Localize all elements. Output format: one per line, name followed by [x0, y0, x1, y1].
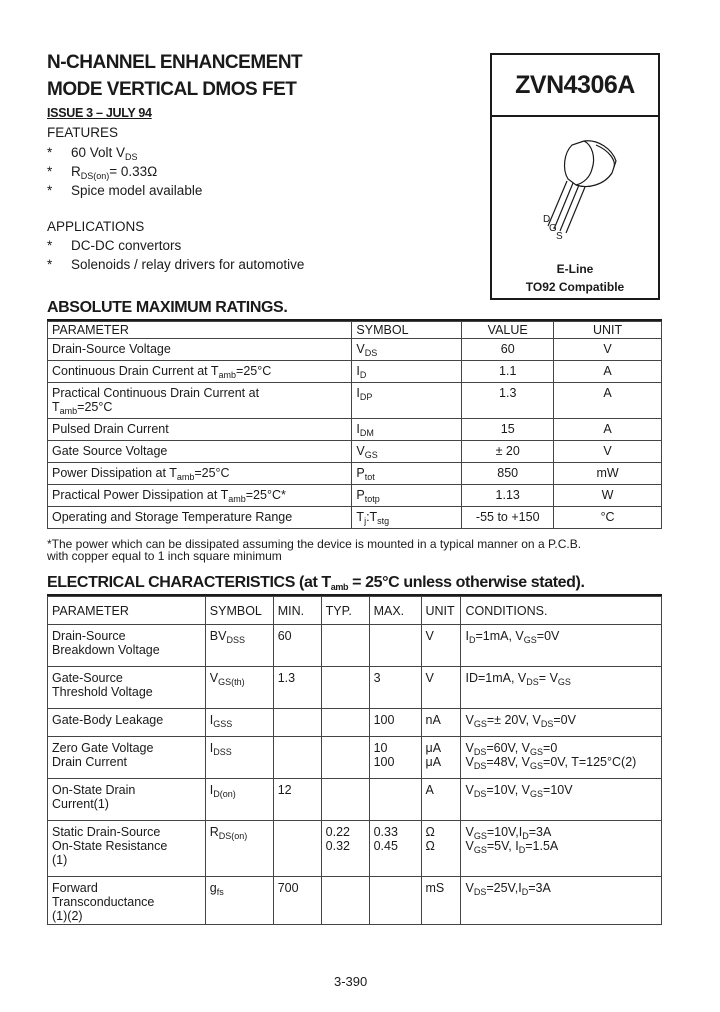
ec-symbol: [205, 821, 273, 877]
ec-cond-text: =10V, V: [486, 783, 531, 797]
ec-cond-text: =1.5A: [525, 839, 559, 853]
ec-max-value: 0.45: [373, 839, 398, 853]
amr-symbol-sub: tot: [364, 472, 375, 482]
ec-conditions: [461, 667, 662, 709]
amr-row: [48, 383, 662, 419]
applications-heading: APPLICATIONS: [47, 219, 145, 234]
amr-symbol-main: I: [356, 364, 360, 378]
application-bullet: *: [47, 238, 53, 253]
amr-parameter: [48, 419, 352, 441]
ec-max-value: 3: [373, 671, 381, 685]
ec-max: [369, 877, 421, 925]
amr-param-text: Practical Power Dissipation at T: [52, 488, 229, 502]
ec-row: [48, 667, 662, 709]
ec-typ-value: 0.32: [325, 839, 350, 853]
amr-unit: W: [554, 485, 662, 507]
absolute-max-ratings-table: [47, 321, 662, 529]
amr-footnote-line-2: with copper equal to 1 inch square minimum: [47, 549, 282, 563]
ec-min: [273, 821, 321, 877]
ec-symbol-main: BV: [209, 629, 227, 643]
application-text: DC-DC convertors: [71, 238, 182, 253]
amr-row: [48, 361, 662, 383]
ec-conditions: [461, 821, 662, 877]
ec-unit: [421, 709, 461, 737]
ec-typ: [321, 667, 369, 709]
amr-parameter: [48, 339, 352, 361]
ec-typ: [321, 877, 369, 925]
ec-cond-sub: GS: [523, 635, 537, 645]
ec-symbol-sub: GS(th): [218, 677, 245, 687]
amr-symbol-sub: DM: [359, 428, 374, 438]
ec-typ: [321, 625, 369, 667]
ec-symbol-sub: DS(on): [218, 831, 248, 841]
ec-row: [48, 625, 662, 667]
ec-header-cell: MIN.: [273, 597, 321, 625]
ec-param-line: Drain Current: [52, 755, 128, 769]
ec-cond-text: V: [465, 825, 474, 839]
ec-symbol: [205, 877, 273, 925]
ec-symbol: [205, 737, 273, 779]
amr-value: 850: [462, 463, 554, 485]
application-item: [47, 236, 304, 255]
package-compat: TO92 Compatible: [525, 280, 625, 294]
ec-parameter: [48, 821, 206, 877]
amr-unit: A: [554, 361, 662, 383]
ec-header-cell: TYP.: [321, 597, 369, 625]
ec-cond-text: =5V, I: [486, 839, 519, 853]
part-number-box: [490, 53, 660, 117]
ec-param-line: Breakdown Voltage: [52, 643, 160, 657]
amr-value: 1.3: [462, 383, 554, 419]
ec-param-line: Drain-Source: [52, 629, 126, 643]
amr-parameter: [48, 485, 352, 507]
feature-sub: DS(on): [80, 171, 110, 181]
ec-conditions: [461, 709, 662, 737]
ec-cond-text: =3A: [528, 825, 552, 839]
amr-header-cell: UNIT: [554, 322, 662, 339]
amr-param-sub: amb: [176, 472, 195, 482]
ec-row: [48, 709, 662, 737]
features-heading: FEATURES: [47, 125, 119, 140]
amr-symbol-main: P: [356, 466, 365, 480]
amr-symbol: [352, 463, 462, 485]
amr-unit: °C: [554, 507, 662, 529]
ec-parameter: [48, 737, 206, 779]
ec-cond-text: = V: [538, 671, 558, 685]
amr-parameter: [48, 383, 352, 419]
ec-unit-value: V: [425, 671, 434, 685]
amr-param-tail-2: =25°C: [77, 400, 113, 414]
ec-symbol-main: R: [209, 825, 219, 839]
amr-unit: mW: [554, 463, 662, 485]
ec-header-cell: SYMBOL: [205, 597, 273, 625]
ec-param-line: Gate-Source: [52, 671, 123, 685]
ec-typ: [321, 709, 369, 737]
ec-param-line: (1): [52, 853, 68, 867]
ec-min: [273, 625, 321, 667]
ec-unit: [421, 779, 461, 821]
ec-max-value: 100: [373, 713, 395, 727]
amr-parameter: [48, 463, 352, 485]
ec-min: [273, 709, 321, 737]
ec-heading: [47, 574, 585, 592]
ec-max-value: 0.33: [373, 825, 398, 839]
ec-param-line: Threshold Voltage: [52, 685, 153, 699]
amr-symbol-main: I: [356, 422, 360, 436]
ec-param-line: On-State Drain: [52, 783, 136, 797]
amr-param-text: Continuous Drain Current at T: [52, 364, 219, 378]
ec-param-line: Static Drain-Source: [52, 825, 161, 839]
ec-unit-value: μA: [425, 755, 442, 769]
ec-parameter: [48, 877, 206, 925]
ec-cond-sub: GS: [530, 789, 544, 799]
ec-cond-text: =0V: [553, 713, 576, 727]
ec-max-value: 10: [373, 741, 388, 755]
ec-cond-sub: DS: [473, 747, 487, 757]
amr-unit: V: [554, 339, 662, 361]
ec-row: [48, 877, 662, 925]
features-list: [47, 143, 202, 200]
ec-symbol-main: I: [209, 741, 214, 755]
amr-parameter: [48, 441, 352, 463]
ec-cond-sub: GS: [557, 677, 571, 687]
ec-max: [369, 737, 421, 779]
ec-cond-text: ID=1mA, V: [465, 671, 527, 685]
ec-cond-text: =60V, V: [486, 741, 531, 755]
amr-symbol: [352, 419, 462, 441]
amr-footnote-line-1: *The power which can be dissipated assuming the device is mounted in a typical manner on a P.C.B.: [47, 537, 582, 551]
ec-min-value: 60: [277, 629, 292, 643]
package-name: E-Line: [556, 262, 594, 276]
ec-unit: [421, 737, 461, 779]
ec-min: [273, 779, 321, 821]
ec-typ: [321, 821, 369, 877]
ec-unit: [421, 625, 461, 667]
amr-symbol-sub: GS: [364, 450, 378, 460]
amr-param-text: Practical Continuous Drain Current at: [52, 386, 260, 400]
ec-cond-text: V: [465, 713, 474, 727]
amr-symbol-main: V: [356, 444, 365, 458]
ec-cond-text: V: [465, 783, 474, 797]
amr-symbol-main: I: [356, 386, 360, 400]
ec-min-value: 1.3: [277, 671, 296, 685]
ec-unit-value: A: [425, 783, 434, 797]
title-line-2: MODE VERTICAL DMOS FET: [47, 79, 297, 100]
ec-heading-part-a: ELECTRICAL CHARACTERISTICS (at T: [47, 574, 331, 591]
ec-cond-sub: DS: [526, 677, 539, 687]
pin-g-label: G: [549, 223, 557, 234]
amr-symbol-sub: D: [359, 370, 367, 380]
ec-param-line: Current(1): [52, 797, 109, 811]
feature-text: 60 Volt V: [71, 145, 126, 160]
ec-cond-text: =0V: [536, 629, 560, 643]
amr-symbol-sub-2: stg: [377, 516, 390, 526]
ec-max: [369, 779, 421, 821]
ec-cond-sub: DS: [473, 789, 487, 799]
pin-d-label: D: [543, 214, 551, 225]
ec-row: [48, 737, 662, 779]
amr-value: 1.1: [462, 361, 554, 383]
amr-row: [48, 485, 662, 507]
amr-unit: V: [554, 441, 662, 463]
amr-param-text-2: T: [52, 400, 60, 414]
amr-param-tail: =25°C: [194, 466, 230, 480]
amr-row: [48, 441, 662, 463]
amr-param-text: Operating and Storage Temperature Range: [52, 510, 293, 524]
title-line-1: N-CHANNEL ENHANCEMENT: [47, 52, 303, 73]
ec-header-cell: PARAMETER: [48, 597, 206, 625]
amr-param-sub: amb: [228, 494, 246, 504]
ec-unit-value: μA: [425, 741, 442, 755]
ec-row: [48, 779, 662, 821]
amr-param-sub-2: amb: [59, 406, 78, 416]
ec-max-value: 100: [373, 755, 395, 769]
amr-symbol-main: V: [356, 342, 365, 356]
feature-text: Spice model available: [71, 183, 203, 198]
amr-param-sub: amb: [218, 370, 237, 380]
ec-symbol-main: I: [209, 783, 214, 797]
feature-bullet: *: [47, 145, 53, 160]
ec-unit-value: Ω: [425, 839, 435, 853]
ec-header-cell: UNIT: [421, 597, 461, 625]
feature-bullet: *: [47, 183, 53, 198]
application-bullet: *: [47, 257, 53, 272]
application-text: Solenoids / relay drivers for automotive: [71, 257, 305, 272]
amr-unit: A: [554, 419, 662, 441]
ec-unit: [421, 667, 461, 709]
ec-cond-text: =3A: [528, 881, 551, 895]
amr-symbol: [352, 361, 462, 383]
ec-symbol-sub: DSS: [213, 747, 232, 757]
ec-unit: [421, 821, 461, 877]
amr-param-text: Pulsed Drain Current: [52, 422, 169, 436]
amr-symbol-sub: DP: [359, 392, 373, 402]
amr-value: 60: [462, 339, 554, 361]
part-number: ZVN4306A: [515, 70, 635, 99]
amr-value: 15: [462, 419, 554, 441]
ec-cond-text: V: [465, 741, 474, 755]
ec-unit-value: mS: [425, 881, 445, 895]
ec-cond-sub: DS: [473, 887, 487, 897]
ec-cond-sub: GS: [473, 845, 487, 855]
ec-param-line: (1)(2): [52, 909, 83, 923]
amr-param-tail: =25°C: [236, 364, 272, 378]
ec-symbol: [205, 709, 273, 737]
amr-symbol: [352, 441, 462, 463]
feature-text: R: [71, 164, 81, 179]
pin-s-label: S: [556, 231, 563, 242]
ec-cond-sub: GS: [473, 831, 487, 841]
ec-cond-text: =10V: [543, 783, 573, 797]
amr-header-row: [48, 322, 662, 339]
feature-sub: DS: [125, 152, 138, 162]
amr-row: [48, 463, 662, 485]
ec-conditions: [461, 779, 662, 821]
ec-typ-value: 0.22: [325, 825, 350, 839]
amr-symbol-sub: DS: [364, 348, 378, 358]
ec-header-cell: CONDITIONS.: [461, 597, 662, 625]
ec-cond-sub: D: [518, 845, 526, 855]
ec-cond-sub: D: [521, 887, 529, 897]
feature-item: [47, 162, 202, 181]
ec-conditions: [461, 625, 662, 667]
ec-min-value: 12: [277, 783, 292, 797]
ec-symbol-main: g: [209, 881, 217, 895]
amr-param-tail: =25°C*: [245, 488, 286, 502]
ec-cond-text: =0: [543, 741, 558, 755]
amr-value: -55 to +150: [462, 507, 554, 529]
ec-cond-sub: DS: [473, 761, 487, 771]
ec-parameter: [48, 667, 206, 709]
ec-param-line: On-State Resistance: [52, 839, 168, 853]
ec-header-cell: MAX.: [369, 597, 421, 625]
ec-unit: [421, 877, 461, 925]
ec-unit-value: V: [425, 629, 434, 643]
ec-symbol: [205, 625, 273, 667]
ec-cond-text: =± 20V, V: [486, 713, 541, 727]
ec-cond-sub: GS: [530, 761, 544, 771]
ec-conditions: [461, 737, 662, 779]
ec-symbol-sub: D(on): [213, 789, 236, 799]
amr-heading: ABSOLUTE MAXIMUM RATINGS.: [47, 299, 288, 316]
ec-typ: [321, 737, 369, 779]
amr-param-text: Power Dissipation at T: [52, 466, 177, 480]
amr-param-text: Gate Source Voltage: [52, 444, 168, 458]
amr-symbol: [352, 507, 462, 529]
amr-symbol: [352, 383, 462, 419]
page-number: 3-390: [334, 974, 368, 989]
ec-unit-value: Ω: [425, 825, 435, 839]
ec-unit-value: nA: [425, 713, 441, 727]
ec-cond-text: =1mA, V: [475, 629, 524, 643]
amr-symbol-main: P: [356, 488, 365, 502]
amr-parameter: [48, 361, 352, 383]
ec-max: [369, 821, 421, 877]
amr-header-cell: VALUE: [462, 322, 554, 339]
amr-symbol-sep: :T: [366, 510, 378, 524]
ec-symbol-sub: DSS: [226, 635, 245, 645]
amr-symbol-sub: j: [364, 516, 367, 526]
ec-header-row: [48, 597, 662, 625]
feature-item: [47, 181, 202, 200]
ec-cond-sub: D: [468, 635, 476, 645]
application-item: [47, 255, 304, 274]
ec-max: [369, 667, 421, 709]
ec-param-line: Gate-Body Leakage: [52, 713, 164, 727]
amr-header-cell: SYMBOL: [352, 322, 462, 339]
ec-symbol-main: I: [209, 713, 214, 727]
ec-conditions: [461, 877, 662, 925]
ec-typ: [321, 779, 369, 821]
ec-cond-text: I: [465, 629, 469, 643]
ec-parameter: [48, 779, 206, 821]
ec-min: [273, 667, 321, 709]
ec-cond-sub: GS: [473, 719, 487, 729]
ec-parameter: [48, 625, 206, 667]
ec-symbol-sub: fs: [216, 887, 224, 897]
amr-row: [48, 507, 662, 529]
feature-bullet: *: [47, 164, 53, 179]
amr-symbol: [352, 485, 462, 507]
ec-cond-sub: DS: [540, 719, 554, 729]
ec-cond-text: =10V,I: [486, 825, 523, 839]
amr-value: 1.13: [462, 485, 554, 507]
ec-param-line: Zero Gate Voltage: [52, 741, 154, 755]
ec-min: [273, 877, 321, 925]
amr-symbol-sub: totp: [364, 494, 380, 504]
ec-cond-sub: D: [522, 831, 529, 841]
ec-heading-sub: amb: [330, 582, 349, 592]
ec-cond-sub: GS: [530, 747, 544, 757]
to92-package-icon: [492, 123, 658, 243]
ec-min: [273, 737, 321, 779]
ec-parameter: [48, 709, 206, 737]
ec-symbol-main: V: [209, 671, 219, 685]
ec-param-line: Forward: [52, 881, 98, 895]
ec-row: [48, 821, 662, 877]
ec-cond-text: =25V,I: [486, 881, 522, 895]
ec-cond-text: =48V, V: [486, 755, 531, 769]
ec-symbol: [205, 667, 273, 709]
ec-param-line: Transconductance: [52, 895, 155, 909]
ec-cond-text: V: [465, 755, 474, 769]
ec-max: [369, 709, 421, 737]
amr-param-text: Drain-Source Voltage: [52, 342, 171, 356]
ec-min-value: 700: [277, 881, 299, 895]
package-box: [490, 117, 660, 300]
amr-symbol-main: T: [356, 510, 365, 524]
issue-date: ISSUE 3 – JULY 94: [47, 106, 152, 120]
applications-list: [47, 236, 304, 274]
ec-symbol: [205, 779, 273, 821]
ec-cond-text: =0V, T=125°C(2): [543, 755, 637, 769]
amr-header-cell: PARAMETER: [48, 322, 352, 339]
feature-tail: = 0.33Ω: [109, 164, 158, 179]
amr-value: ± 20: [462, 441, 554, 463]
amr-symbol: [352, 339, 462, 361]
ec-symbol-sub: GSS: [213, 719, 233, 729]
feature-item: [47, 143, 202, 162]
amr-parameter: [48, 507, 352, 529]
ec-cond-text: V: [465, 881, 474, 895]
ec-heading-part-b: = 25°C unless otherwise stated).: [348, 574, 585, 591]
ec-cond-text: V: [465, 839, 474, 853]
amr-unit: A: [554, 383, 662, 419]
electrical-characteristics-table: [47, 596, 662, 925]
amr-row: [48, 419, 662, 441]
ec-max: [369, 625, 421, 667]
amr-row: [48, 339, 662, 361]
